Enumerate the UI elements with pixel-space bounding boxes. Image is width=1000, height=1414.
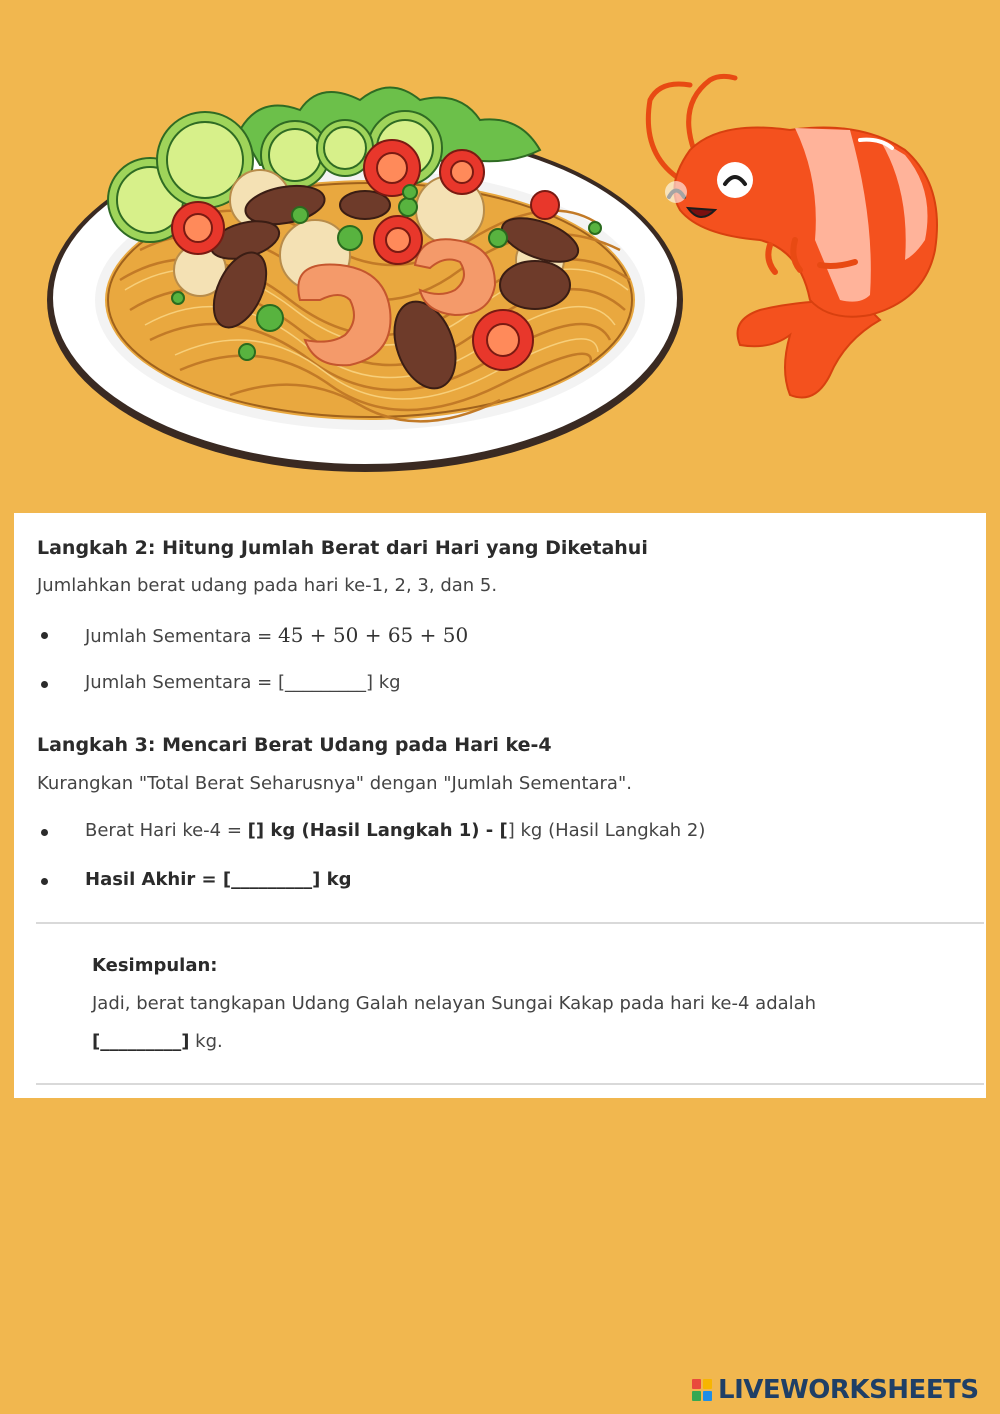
step3-bullet-2-text: Hasil Akhir = [_________] kg (85, 869, 352, 890)
divider-top (36, 922, 984, 924)
conclusion-line-2 (92, 1031, 223, 1052)
bullet-dot-icon (41, 632, 48, 639)
step3-instruction: Kurangkan "Total Berat Seharusnya" dengan "Jumlah Sementara". (37, 773, 632, 794)
bullet-dot-icon (41, 681, 48, 688)
step2-heading: Langkah 2: Hitung Jumlah Berat dari Hari yang Diketahui (37, 537, 648, 559)
step3-bullet-1-part3: ] kg (Hasil Langkah 2) (507, 820, 706, 841)
step3-heading: Langkah 3: Mencari Berat Udang pada Hari ke-4 (37, 734, 552, 756)
header-illustration (0, 0, 1000, 500)
conclusion-heading: Kesimpulan: (92, 955, 218, 976)
conclusion-line-1: Jadi, berat tangkapan Udang Galah nelayan Sungai Kakap pada hari ke-4 adalah (92, 993, 817, 1014)
step3-bullet-1-part2: [] kg (Hasil Langkah 1) - [ (247, 820, 508, 841)
step2-bullet-1-label: Jumlah Sementara = (85, 626, 278, 647)
liveworksheets-logo-icon (692, 1379, 712, 1401)
liveworksheets-brand-text: LIVEWORKSHEETS (718, 1375, 979, 1405)
step3-bullet-1-part1: Berat Hari ke-4 = (85, 820, 248, 841)
divider-bottom (36, 1083, 984, 1085)
smiling-shrimp-illustration (648, 76, 937, 397)
conclusion-unit: kg. (189, 1031, 223, 1052)
worksheet-card (14, 513, 986, 1098)
bullet-dot-icon (41, 878, 48, 885)
noodle-plate-illustration (47, 88, 683, 473)
bullet-dot-icon (41, 829, 48, 836)
step2-instruction: Jumlahkan berat udang pada hari ke-1, 2, 3, dan 5. (37, 575, 498, 596)
step2-bullet-2-text: Jumlah Sementara = [_________] kg (85, 672, 401, 693)
conclusion-answer-blank: [_________] (92, 1031, 190, 1052)
step2-bullet-1-formula: 45 + 50 + 65 + 50 (277, 623, 469, 647)
